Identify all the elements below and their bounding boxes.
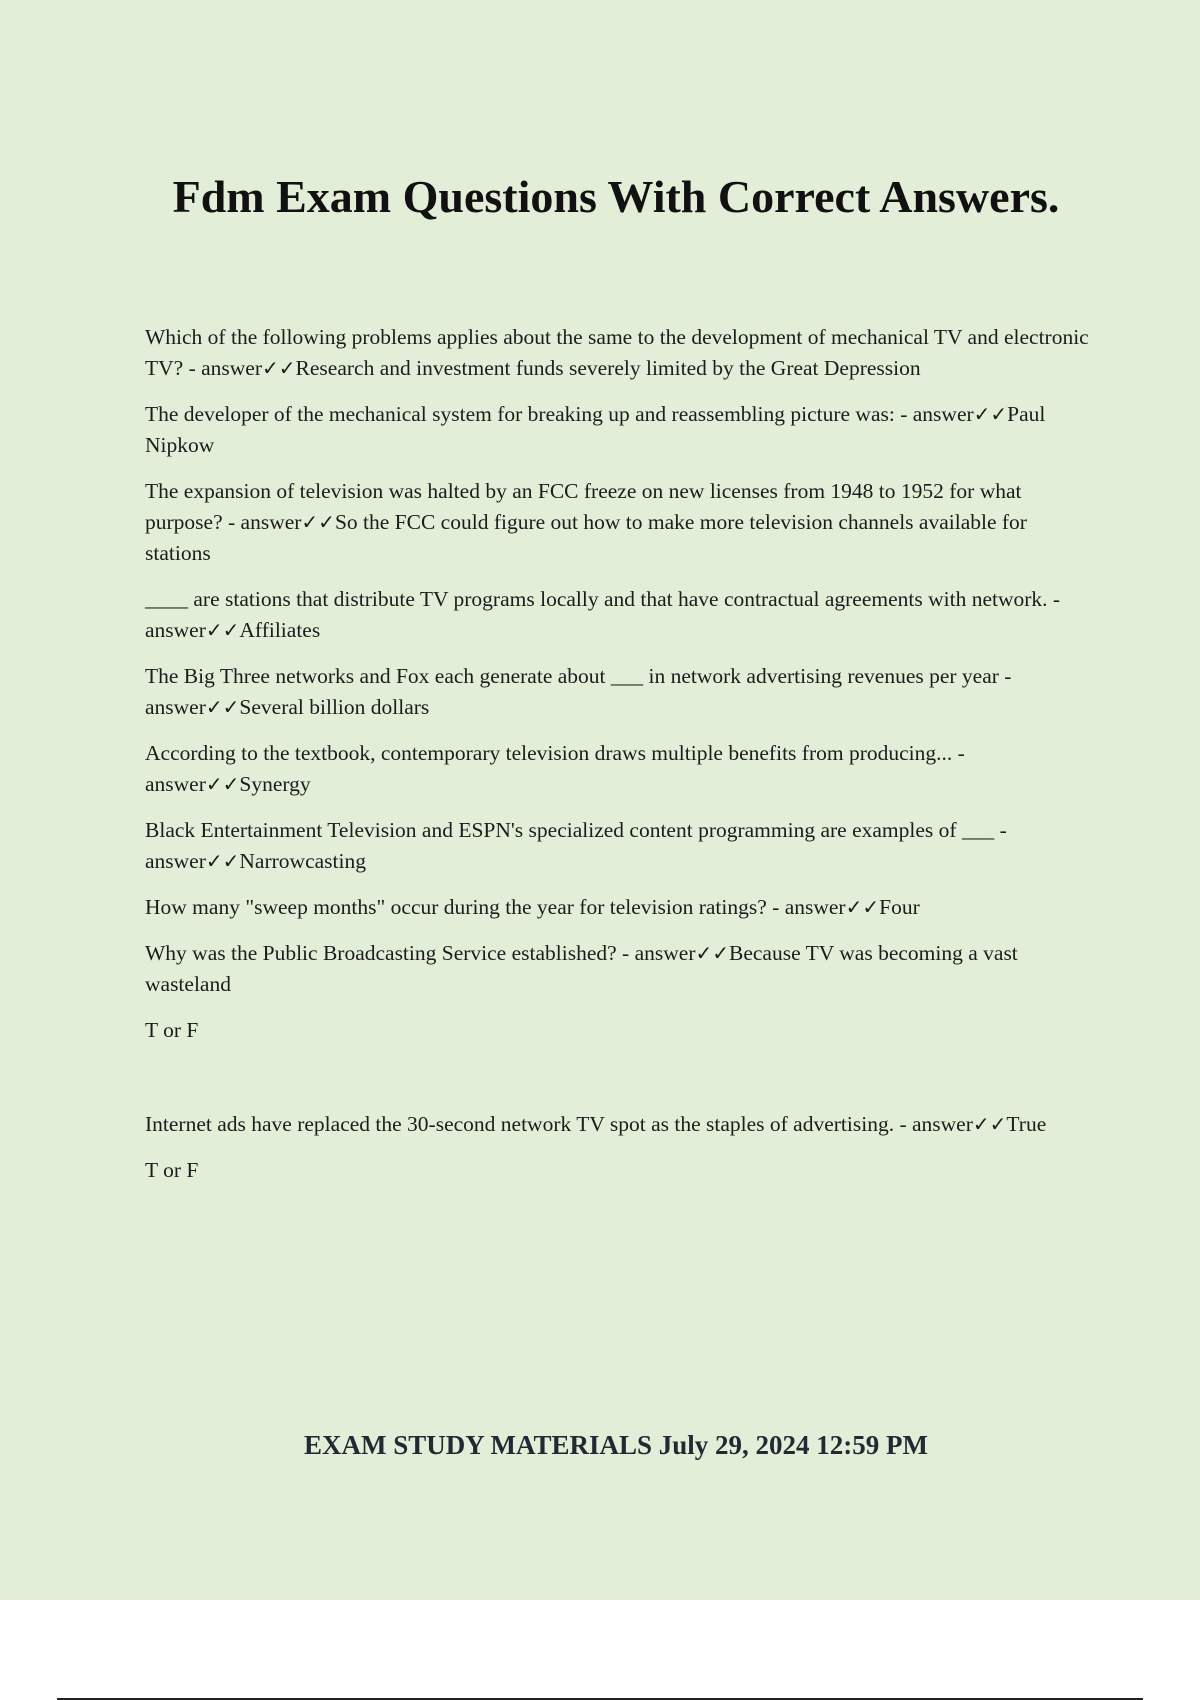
answer-text: Synergy: [239, 772, 311, 796]
answer-marker: answer: [912, 1112, 973, 1136]
question-text: ____ are stations that distribute TV programs locally and that have contractual agreements with network. -: [145, 587, 1061, 611]
footer-text: EXAM STUDY MATERIALS July 29, 2024 12:59 PM: [303, 1430, 929, 1460]
check-icon: ✓✓: [301, 510, 335, 534]
check-icon: ✓✓: [695, 941, 729, 965]
qa-item: [145, 584, 1095, 646]
answer-text: Research and investment funds severely limited by the Great Depression: [295, 356, 921, 380]
question-text: Why was the Public Broadcasting Service established? -: [145, 941, 635, 965]
spacer: [145, 1061, 1095, 1109]
answer-marker: answer: [634, 941, 696, 965]
question-text: The Big Three networks and Fox each generate about ___ in network advertising revenues per year -: [145, 664, 1012, 688]
answer-marker: answer: [145, 695, 206, 719]
check-icon: ✓✓: [205, 772, 240, 796]
answer-marker: answer: [201, 356, 263, 380]
check-icon: ✓✓: [972, 1112, 1007, 1136]
answer-text: True: [1006, 1112, 1047, 1136]
question-text: Internet ads have replaced the 30-second network TV spot as the staples of advertising. -: [145, 1112, 912, 1136]
question-text: Black Entertainment Television and ESPN's specialized content programming are examples of ___ -: [145, 818, 1007, 842]
qa-list: [145, 322, 1095, 1201]
answer-text: Narrowcasting: [239, 849, 366, 873]
answer-text: Several billion dollars: [239, 695, 430, 719]
check-icon: ✓✓: [205, 695, 240, 719]
document-title: Fdm Exam Questions With Correct Answers.: [172, 171, 1060, 222]
check-icon: ✓✓: [205, 618, 240, 642]
qa-item: [145, 322, 1095, 384]
qa-items: [145, 322, 1095, 1000]
check-icon: ✓✓: [973, 402, 1008, 426]
answer-marker: answer: [145, 618, 206, 642]
answer-text: Affiliates: [239, 618, 321, 642]
question-text: How many "sweep months" occur during the year for television ratings? -: [145, 895, 785, 919]
qa-item: [145, 892, 1095, 923]
question-text: Which of the following problems applies about the same to the development of mechanical TV and electronic TV? -: [145, 325, 1089, 380]
answer-text: Paul Nipkow: [145, 402, 1046, 457]
check-icon: ✓✓: [845, 895, 880, 919]
qa-item: [145, 476, 1095, 569]
answer-text: Four: [879, 895, 920, 919]
question-text: According to the textbook, contemporary television draws multiple benefits from producing... -: [145, 741, 965, 765]
answer-marker: answer: [145, 772, 206, 796]
answer-marker: answer: [912, 402, 974, 426]
qa-item: [145, 399, 1095, 461]
tf-label: T or F: [145, 1018, 199, 1042]
answer-marker: answer: [240, 510, 302, 534]
tf-label: T or F: [145, 1158, 199, 1182]
answer-marker: answer: [145, 849, 206, 873]
qa-item: [145, 815, 1095, 877]
qa-item: [145, 661, 1095, 723]
check-icon: ✓✓: [262, 356, 296, 380]
question-text: The expansion of television was halted by an FCC freeze on new licenses from 1948 to 1952 for what purpose? -: [145, 479, 1022, 534]
qa-item: [145, 738, 1095, 800]
check-icon: ✓✓: [205, 849, 240, 873]
answer-text: Because TV was becoming a vast wasteland: [145, 941, 1018, 996]
qa-item-tf: [145, 1109, 1095, 1140]
answer-text: So the FCC could figure out how to make more television channels available for stations: [145, 510, 1027, 565]
answer-marker: answer: [784, 895, 846, 919]
qa-item: [145, 938, 1095, 1000]
question-text: The developer of the mechanical system for breaking up and reassembling picture was: -: [145, 402, 913, 426]
